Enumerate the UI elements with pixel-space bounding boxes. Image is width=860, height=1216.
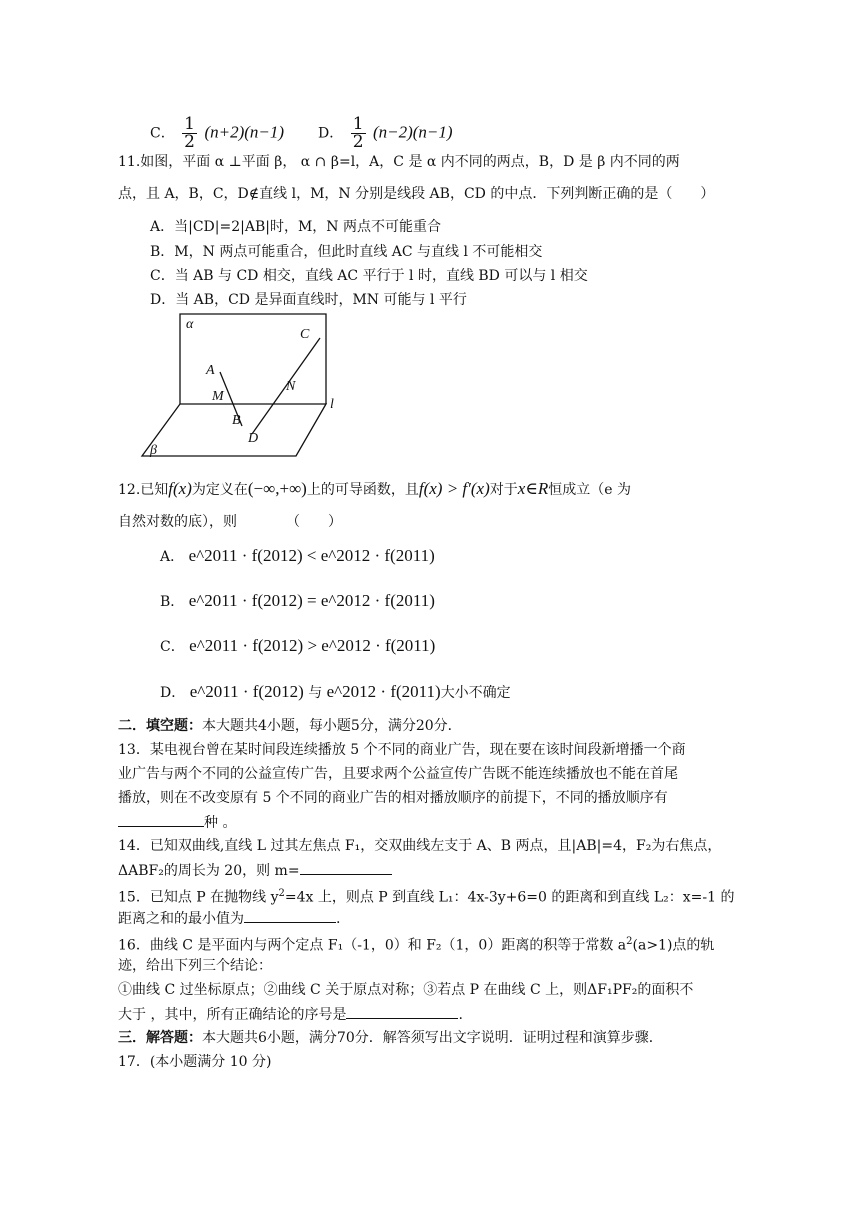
q15-line1: 15．已知点 P 在抛物线 $y^2=4x$ 上，则点 P 到直线 L₁：4x-3y+6=0 的距离和到直线 L₂：x=-1 的 (118, 888, 735, 906)
q13-line1: 13．某电视台曾在某时间段连续播放 5 个不同的商业广告，现在要在该时间段新增播一个商 (118, 742, 686, 758)
q11-option-c: C．当 AB 与 CD 相交，直线 AC 平行于 l 时，直线 BD 可以与 l 相交 (150, 268, 588, 284)
q13-answer-blank[interactable] (118, 812, 204, 827)
q11-figure (138, 310, 348, 462)
q15-line2: 距离之和的最小值为 . (118, 908, 340, 929)
q12-option-b: B． e^2011 · f(2012) = e^2012 · f(2011) (160, 591, 435, 610)
q11-stem-line2: 点，且 A，B，C，D∉直线 l，M，N 分别是线段 AB，CD 的中点．下列判断正确的是（ ） (118, 186, 715, 202)
figure-label-d: D (248, 431, 259, 446)
q15-answer-blank[interactable] (244, 908, 336, 923)
q11-stem-line1: 11.如图，平面 α ⊥平面 β， α ∩ β=l，A，C 是 α 内不同的两点，B，D 是 β 内不同的两 (118, 154, 680, 170)
q12-stem-line1: 12.已知f(x)为定义在(−∞,+∞)上的可导函数，且f(x) > f′(x)对于x∈R恒成立（e 为 (118, 479, 631, 498)
q10-d-fraction: $\frac{1}{2}$ (352, 114, 364, 152)
q12-option-c: C． e^2011 · f(2012) > e^2012 · f(2011) (160, 636, 436, 655)
q14-line2: ΔABF₂的周长为 20，则 m= (118, 860, 392, 881)
section2-heading: 二．填空题：本大题共4小题，每小题5分，满分20分． (118, 718, 462, 734)
q17-line1: 17．(本小题满分 10 分) (118, 1054, 272, 1070)
q10-option-d: D． $\frac{1}{2}$ (n−2)(n−1) (318, 114, 453, 152)
section3-heading: 三．解答题：本大题共6小题，满分70分．解答须写出文字说明．证明过程和演算步骤． (118, 1030, 663, 1046)
q12-option-d: D． e^2011 · f(2012) 与 e^2012 · f(2011)大小不确定 (160, 682, 511, 701)
q16-line3: ①曲线 C 过坐标原点；②曲线 C 关于原点对称；③若点 P 在曲线 C 上，则ΔF₁PF₂的面积不 (118, 982, 694, 998)
q16-answer-blank[interactable] (346, 1004, 458, 1019)
q14-line1: 14．已知双曲线,直线 L 过其左焦点 F₁，交双曲线左支于 A、B 两点，且|AB|=4，F₂为右焦点， (118, 838, 722, 854)
q10-c-fraction: $\frac{1}{2}$ (184, 114, 195, 152)
q11-option-a: A．当|CD|=2|AB|时，M，N 两点不可能重合 (150, 219, 441, 235)
figure-label-beta: β (150, 443, 157, 458)
figure-label-l: l (330, 397, 334, 412)
figure-label-b: B (232, 413, 241, 428)
q13-line2: 业广告与两个不同的公益宣传广告，且要求两个公益宣传广告既不能连续播放也不能在首尾 (118, 766, 678, 782)
q13-line3: 播放，则在不改变原有 5 个不同的商业广告的相对播放顺序的前提下，不同的播放顺序有 (118, 790, 668, 806)
q12-stem-line2: 自然对数的底），则 （ ） (118, 514, 342, 530)
q16-line1: 16．曲线 C 是平面内与两个定点 F₁（-1，0）和 F₂（1，0）距离的积等于常数 $a^2(a>1)$点的轨 (118, 936, 715, 954)
q11-option-b: B．M，N 两点可能重合，但此时直线 AC 与直线 l 不可能相交 (150, 244, 543, 260)
q11-option-d: D．当 AB，CD 是异面直线时，MN 可能与 l 平行 (150, 292, 467, 308)
q14-answer-blank[interactable] (300, 860, 392, 875)
figure-label-n: N (286, 379, 296, 394)
q16-line4: 大于 ，其中，所有正确结论的序号是 . (118, 1004, 463, 1025)
figure-label-a: A (206, 363, 215, 378)
q13-line4: 种 。 (118, 812, 236, 833)
q12-option-a: A． e^2011 · f(2012) < e^2012 · f(2011) (160, 546, 435, 565)
figure-label-c: C (300, 327, 310, 342)
figure-label-alpha: α (186, 317, 194, 332)
q16-line2: 迹，给出下列三个结论： (118, 958, 272, 974)
figure-label-m: M (212, 389, 224, 404)
q10-option-c: C． $\frac{1}{2}$ (n+2)(n−1) (150, 114, 285, 152)
